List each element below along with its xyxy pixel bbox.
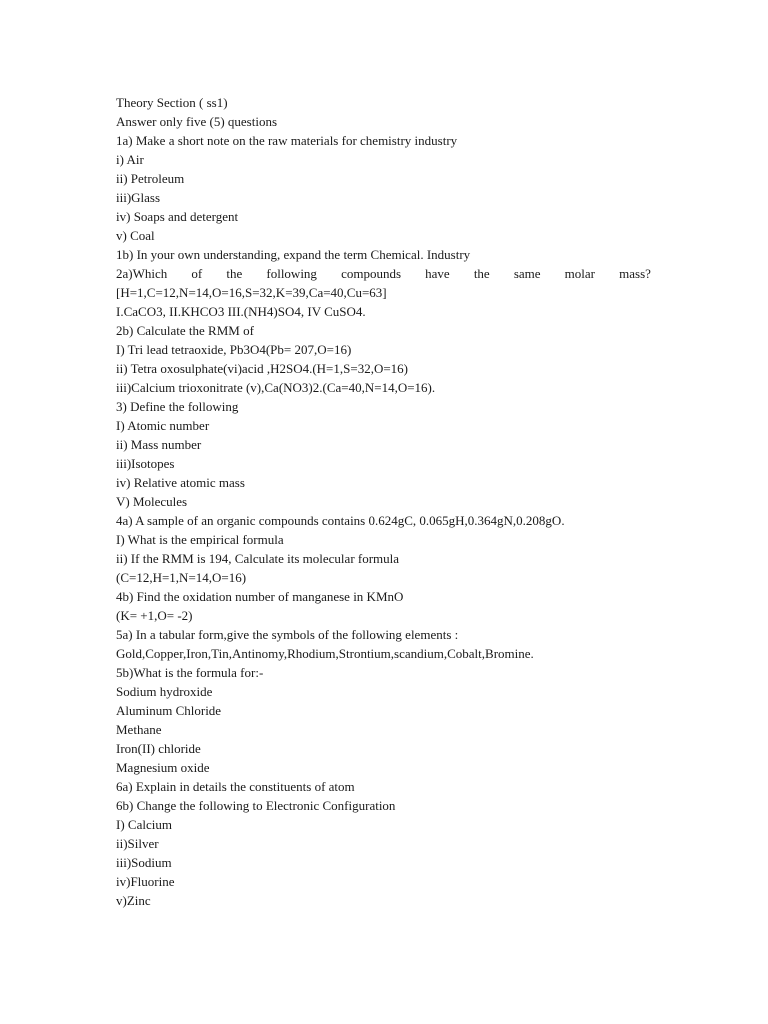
question-5b-item-5: Magnesium oxide [116,760,210,775]
question-2b-item-3: iii)Calcium trioxonitrate (v),Ca(NO3)2.(Ca=40,N=14,O=16). [116,380,436,395]
question-2a [116,264,651,283]
question-1a-item-glass: iii)Glass [116,190,161,205]
document-page [116,93,651,910]
question-2a-word: have [425,266,450,281]
question-5b-item-3: Methane [116,722,162,737]
question-6b: 6b) Change the following to Electronic Configuration [116,798,396,813]
question-1a-item-soaps: iv) Soaps and detergent [116,209,239,224]
question-5b: 5b)What is the formula for:- [116,665,264,680]
question-6b-item-1: I) Calcium [116,817,172,832]
question-2b-item-2: ii) Tetra oxosulphate(vi)acid ,H2SO4.(H=1,S=32,O=16) [116,361,408,376]
question-2a-word: following [266,266,317,281]
question-4a: 4a) A sample of an organic compounds contains 0.624gC, 0.065gH,0.364gN,0.208gO. [116,513,565,528]
question-3-item-2: ii) Mass number [116,437,202,452]
question-5b-item-1: Sodium hydroxide [116,684,213,699]
question-1b: 1b) In your own understanding, expand the term Chemical. Industry [116,247,471,262]
question-1a-item-coal: v) Coal [116,228,155,243]
question-2a-word: the [226,266,243,281]
question-4b: 4b) Find the oxidation number of manganese in KMnO [116,589,404,604]
question-2a-atomic-masses: [H=1,C=12,N=14,O=16,S=32,K=39,Ca=40,Cu=63] [116,285,387,300]
question-3-item-4: iv) Relative atomic mass [116,475,245,490]
question-6a: 6a) Explain in details the constituents of atom [116,779,355,794]
question-2a-word: of [191,266,203,281]
question-4a-masses: (C=12,H=1,N=14,O=16) [116,570,247,585]
question-5b-item-4: Iron(II) chloride [116,741,201,756]
section-title: Theory Section ( ss1) [116,95,228,110]
question-6b-item-2: ii)Silver [116,836,159,851]
question-2a-word: 2a)Which [116,266,168,281]
question-1a: 1a) Make a short note on the raw materials for chemistry industry [116,133,458,148]
question-2a-compounds: I.CaCO3, II.KHCO3 III.(NH4)SO4, IV CuSO4. [116,304,366,319]
question-5b-item-2: Aluminum Chloride [116,703,222,718]
question-3: 3) Define the following [116,399,239,414]
question-2a-word: compounds [341,266,402,281]
question-6b-item-5: v)Zinc [116,893,151,908]
question-2b: 2b) Calculate the RMM of [116,323,254,338]
question-3-item-1: I) Atomic number [116,418,210,433]
question-4b-data: (K= +1,O= -2) [116,608,193,623]
question-6b-item-4: iv)Fluorine [116,874,175,889]
instruction-line: Answer only five (5) questions [116,114,278,129]
question-2a-word: mass? [619,266,651,281]
question-4a-part-1: I) What is the empirical formula [116,532,284,547]
question-5a: 5a) In a tabular form,give the symbols of the following elements : [116,627,459,642]
question-2a-word: same [513,266,541,281]
question-6b-item-3: iii)Sodium [116,855,172,870]
question-3-item-3: iii)Isotopes [116,456,175,471]
question-2a-word: molar [564,266,595,281]
question-2a-word: the [473,266,490,281]
question-1a-item-air: i) Air [116,152,144,167]
question-2b-item-1: I) Tri lead tetraoxide, Pb3O4(Pb= 207,O=16) [116,342,352,357]
question-3-item-5: V) Molecules [116,494,188,509]
question-5a-elements: Gold,Copper,Iron,Tin,Antinomy,Rhodium,Strontium,scandium,Cobalt,Bromine. [116,646,534,661]
question-4a-part-2: ii) If the RMM is 194, Calculate its molecular formula [116,551,400,566]
question-1a-item-petroleum: ii) Petroleum [116,171,185,186]
